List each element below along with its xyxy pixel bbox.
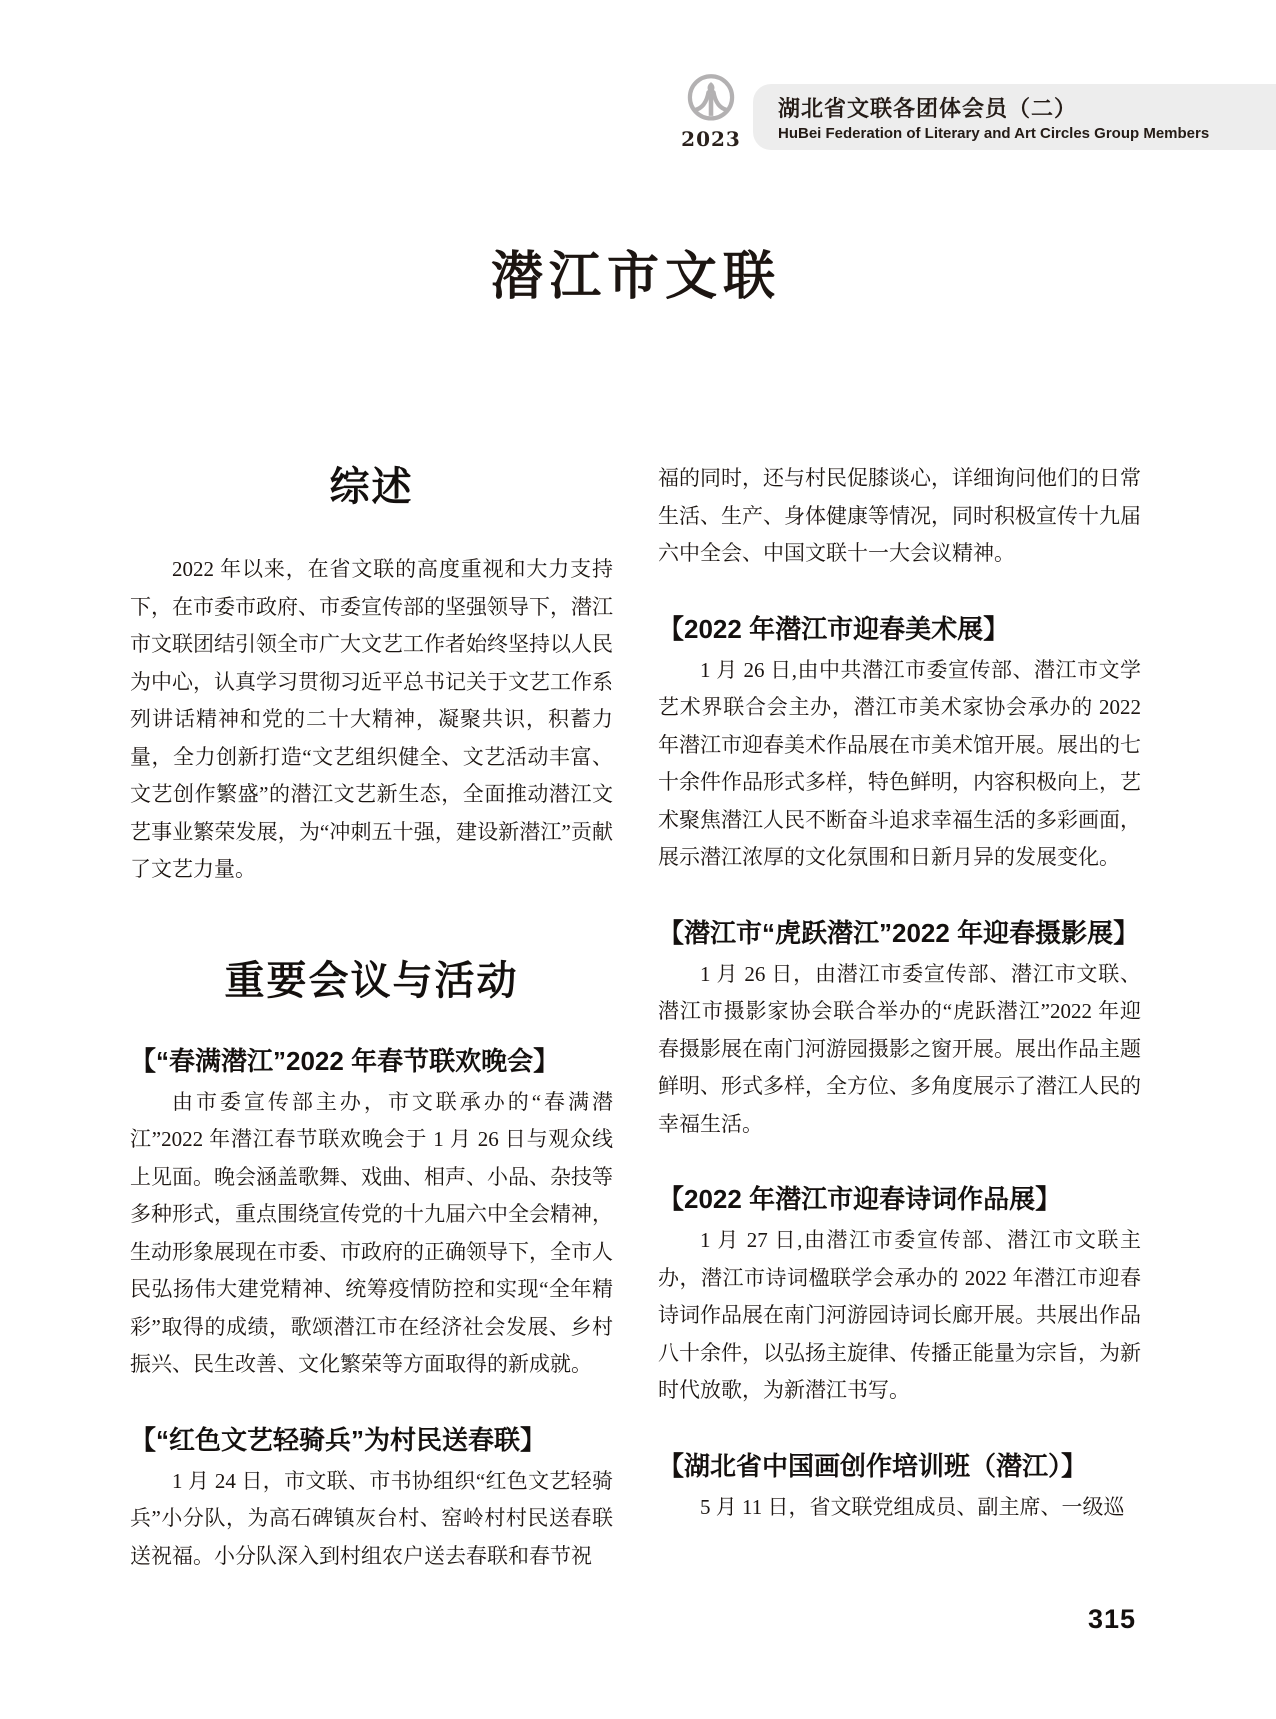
- article-heading-spring-gala: 【“春满潜江”2022 年春节联欢晚会】: [130, 1045, 560, 1076]
- events-heading: 重要会议与活动: [224, 958, 519, 1003]
- logo-year: 2023: [681, 127, 741, 151]
- article-heading-poetry-exhibition: 【2022 年潜江市迎春诗词作品展】: [658, 1184, 1062, 1214]
- banner-title-en: HuBei Federation of Literary and Art Circles Group Members: [778, 125, 1210, 142]
- article-heading-art-exhibition: 【2022 年潜江市迎春美术展】: [658, 613, 1010, 644]
- article-heading-photo-exhibition: 【潜江市“虎跃潜江”2022 年迎春摄影展】: [658, 917, 1140, 948]
- article-body-couplets: 1 月 24 日，市文联、市书协组织“红色文艺轻骑兵”小分队，为高石碑镇灰台村、窑岭村村民送春联送祝福。小分队深入到村组农户送去春联和春节祝: [130, 1468, 613, 1568]
- page-title: 潜江市文联: [490, 249, 781, 306]
- article-body-painting-workshop: 5 月 11 日，省文联党组成员、副主席、一级巡: [700, 1494, 1125, 1519]
- article-heading-painting-workshop: 【湖北省中国画创作培训班（潜江）】: [658, 1450, 1088, 1481]
- header-banner: [753, 84, 1276, 150]
- federation-emblem-icon: [684, 72, 738, 126]
- overview-heading: 综述: [329, 465, 414, 509]
- continuation-paragraph: 福的同时，还与村民促膝谈心，详细询问他们的日常生活、生产、身体健康等情况，同时积极宣传十九届六中全会、中国文联十一大会议精神。: [658, 466, 1141, 565]
- article-body-art-exhibition: 1 月 26 日,由中共潜江市委宣传部、潜江市文学艺术界联合会主办，潜江市美术家协会承办的 2022 年潜江市迎春美术作品展在市美术馆开展。展出的七十余件作品形式多样，特色鲜明，内容积极向上，艺术聚焦潜江人民不断奋斗追求幸福生活的多彩画面，展示潜江浓厚的文化氛围和日新月异的发展变化。: [658, 657, 1141, 869]
- overview-paragraph: 2022 年以来，在省文联的高度重视和大力支持下，在市委市政府、市委宣传部的坚强领导下，潜江市文联团结引领全市广大文艺工作者始终坚持以人民为中心，认真学习贯彻习近平总书记关于文艺工作系列讲话精神和党的二十大精神，凝聚共识，积蓄力量，全力创新打造“文艺组织健全、文艺活动丰富、文艺创作繁盛”的潜江文艺新生态，全面推动潜江文艺事业繁荣发展，为“冲刺五十强，建设新潜江”贡献了文艺力量。: [130, 557, 613, 881]
- banner-title-zh: 湖北省文联各团体会员（二）: [778, 96, 1078, 121]
- right-column: [658, 420, 1141, 1526]
- article-body-photo-exhibition: 1 月 26 日，由潜江市委宣传部、潜江市文联、潜江市摄影家协会联合举办的“虎跃潜江”2022 年迎春摄影展在南门河游园摄影之窗开展。展出作品主题鲜明、形式多样，全方位、多角度展示了潜江人民的幸福生活。: [658, 961, 1141, 1136]
- left-column: [130, 420, 613, 1575]
- article-body-spring-gala: 由市委宣传部主办，市文联承办的“春满潜江”2022 年潜江春节联欢晚会于 1 月 26 日与观众线上见面。晚会涵盖歌舞、戏曲、相声、小品、杂技等多种形式，重点围绕宣传党的十九届六中全会精神，生动形象展现在市委、市政府的正确领导下，全市人民弘扬伟大建党精神、统筹疫情防控和实现“全年精彩”取得的成绩，歌颂潜江市在经济社会发展、乡村振兴、民生改善、文化繁荣等方面取得的新成就。: [130, 1089, 613, 1376]
- federation-logo: [678, 72, 744, 151]
- article-body-poetry-exhibition: 1 月 27 日,由潜江市委宣传部、潜江市文联主办，潜江市诗词楹联学会承办的 2022 年潜江市迎春诗词作品展在南门河游园诗词长廊开展。共展出作品八十余件，以弘扬主旋律、传播正能量为宗旨，为新时代放歌，为新潜江书写。: [658, 1228, 1141, 1402]
- page-number: 315: [1088, 1604, 1137, 1634]
- article-heading-couplets: 【“红色文艺轻骑兵”为村民送春联】: [130, 1424, 547, 1455]
